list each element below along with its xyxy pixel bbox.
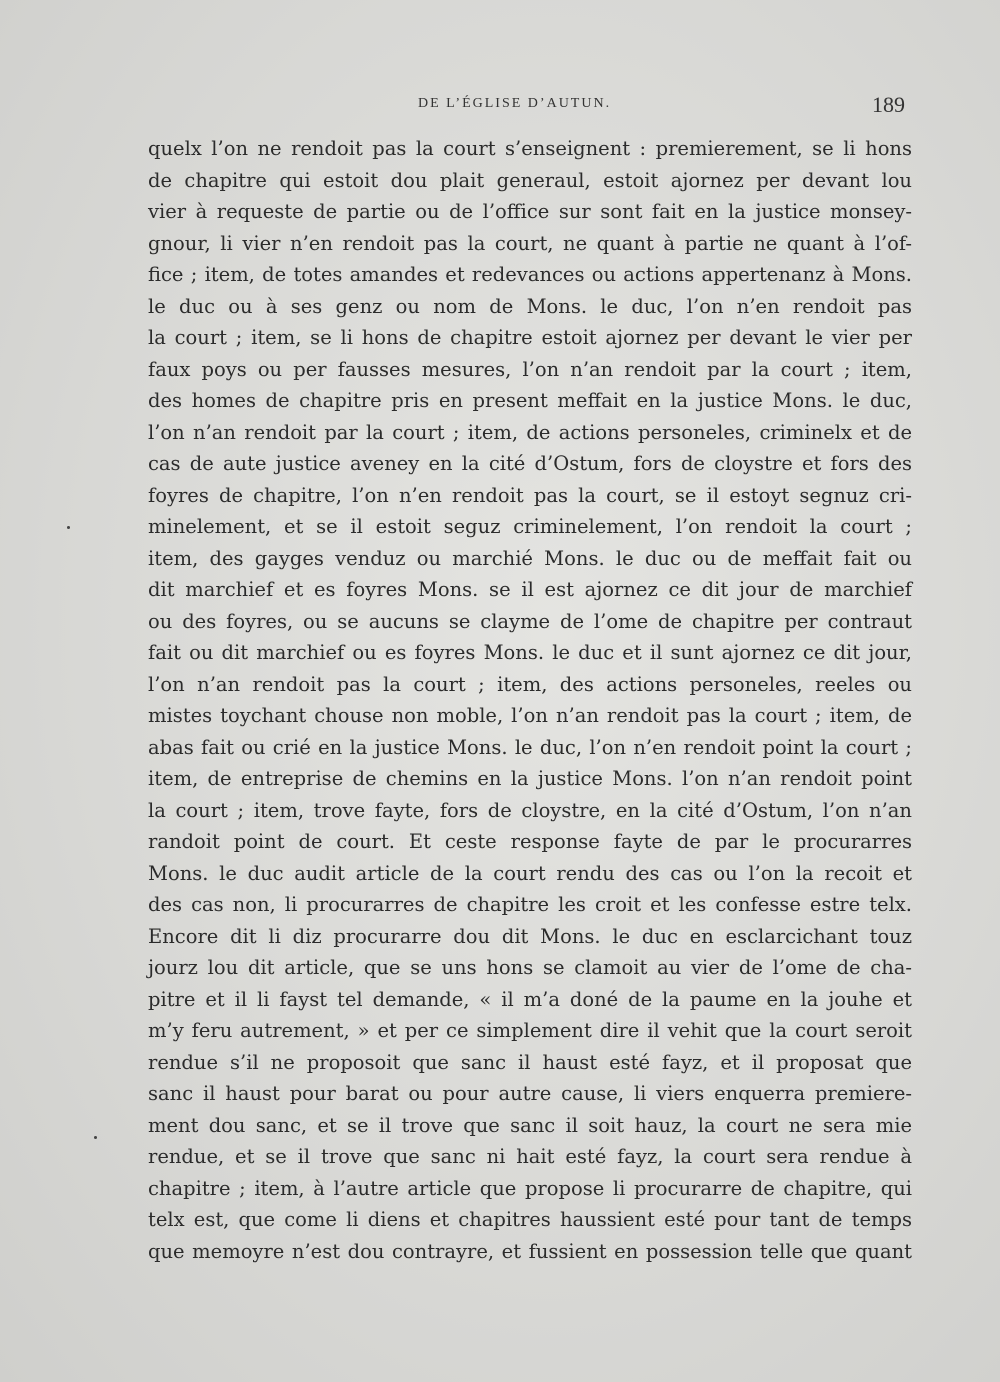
text-line: l’on n’an rendoit par la court ; item, de actions personeles, criminelx et de	[148, 420, 912, 444]
text-line: des cas non, li procurarres de chapitre les croit et les confesse estre telx.	[148, 893, 912, 916]
running-head	[0, 92, 1000, 120]
body-text	[148, 133, 912, 1267]
text-line: telx est, que come li diens et chapitres haussient esté pour tant de temps	[148, 1208, 912, 1231]
text-line: mistes toychant chouse non moble, l’on n’an rendoit pas la court ; item, de	[148, 704, 912, 727]
text-line: item, des gayges venduz ou marchié Mons. le duc ou de meffait fait ou	[148, 546, 912, 570]
text-line: ou des foyres, ou se aucuns se clayme de l’ome de chapitre per contraut	[148, 609, 912, 633]
text-line: la court ; item, se li hons de chapitre estoit ajornez per devant le vier per	[148, 326, 912, 349]
paper-speck	[94, 1136, 97, 1139]
paper-speck	[67, 526, 70, 529]
text-line: que memoyre n’est dou contrayre, et fussient en possession telle que quant	[148, 1239, 912, 1263]
text-line: quelx l’on ne rendoit pas la court s’enseignent : premierement, se li hons	[148, 137, 912, 160]
page-number: 189	[872, 92, 905, 117]
text-line: rendue s’il ne proposoit que sanc il haust esté fayz, et il proposat que	[148, 1050, 912, 1074]
text-line: Mons. le duc audit article de la court rendu des cas ou l’on la recoit et	[148, 861, 912, 885]
text-line: vier à requeste de partie ou de l’office sur sont fait en la justice monsey-	[148, 200, 912, 223]
text-line: rendue, et se il trove que sanc ni hait esté fayz, la court sera rendue à	[148, 1145, 912, 1168]
text-line: Encore dit li diz procurarre dou dit Mons. le duc en esclarcichant touz	[148, 924, 912, 948]
text-line: fait ou dit marchief ou es foyres Mons. le duc et il sunt ajornez ce dit jour,	[148, 641, 912, 664]
text-line: ment dou sanc, et se il trove que sanc il soit hauz, la court ne sera mie	[148, 1113, 912, 1137]
text-line: cas de aute justice aveney en la cité d’Ostum, fors de cloystre et fors des	[148, 452, 912, 475]
text-line: sanc il haust pour barat ou pour autre cause, li viers enquerra premiere-	[148, 1082, 912, 1105]
text-line: pitre et il li fayst tel demande, « il m’a doné de la paume en la jouhe et	[148, 987, 912, 1011]
text-line: randoit point de court. Et ceste response fayte de par le procurarres	[148, 830, 912, 853]
text-line: des homes de chapitre pris en present meffait en la justice Mons. le duc,	[148, 389, 912, 412]
text-line: jourz lou dit article, que se uns hons se clamoit au vier de l’ome de cha-	[148, 956, 912, 979]
text-line: l’on n’an rendoit pas la court ; item, des actions personeles, reeles ou	[148, 672, 912, 696]
text-line: fice ; item, de totes amandes et redevances ou actions appertenanz à Mons.	[148, 263, 912, 286]
running-title: DE L’ÉGLISE D’AUTUN.	[418, 96, 612, 111]
text-line: foyres de chapitre, l’on n’en rendoit pas la court, se il estoyt segnuz cri-	[148, 483, 912, 507]
text-line: item, de entreprise de chemins en la justice Mons. l’on n’an rendoit point	[148, 767, 912, 790]
text-line: de chapitre qui estoit dou plait generaul, estoit ajornez per devant lou	[148, 168, 912, 192]
text-line: gnour, li vier n’en rendoit pas la court, ne quant à partie ne quant à l’of-	[148, 231, 912, 255]
text-line: le duc ou à ses genz ou nom de Mons. le duc, l’on n’en rendoit pas	[148, 294, 912, 318]
text-line: minelement, et se il estoit seguz criminelement, l’on rendoit la court ;	[148, 515, 912, 538]
text-line: faux poys ou per fausses mesures, l’on n’an rendoit par la court ; item,	[148, 357, 912, 381]
text-line: dit marchief et es foyres Mons. se il est ajornez ce dit jour de marchief	[148, 578, 912, 601]
text-line: chapitre ; item, à l’autre article que propose li procurarre de chapitre, qui	[148, 1176, 912, 1200]
text-line: la court ; item, trove fayte, fors de cloystre, en la cité d’Ostum, l’on n’an	[148, 798, 912, 822]
text-line: m’y feru autrement, » et per ce simplement dire il vehit que la court seroit	[148, 1019, 912, 1042]
text-line: abas fait ou crié en la justice Mons. le duc, l’on n’en rendoit point la court ;	[148, 735, 912, 759]
